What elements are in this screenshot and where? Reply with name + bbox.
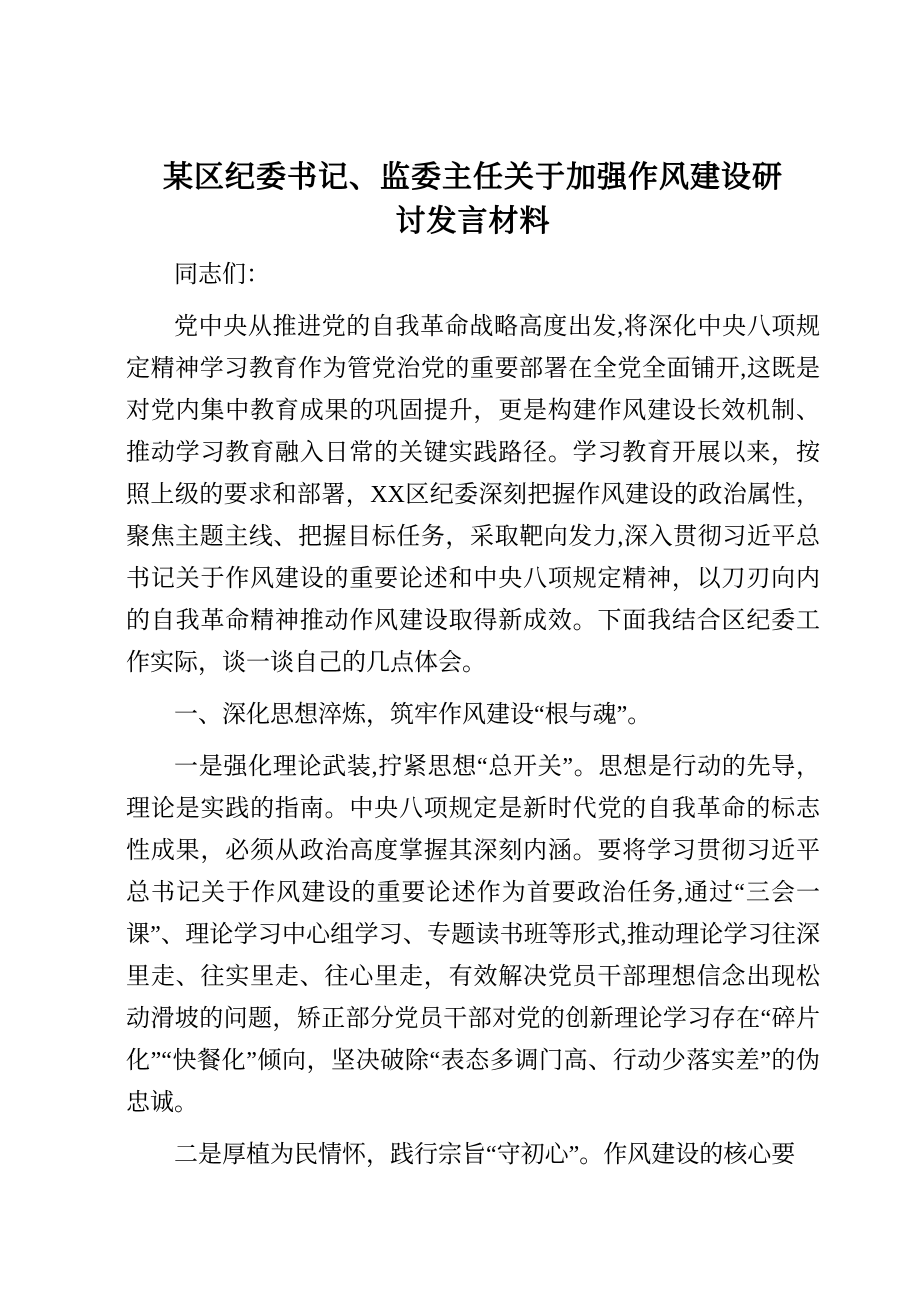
section-heading-1: 一、深化思想淬炼，筑牢作风建设“根与魂”。 xyxy=(174,702,652,728)
paragraph-point-1: 一是强化理论武装,拧紧思想“总开关”。思想是行动的先导，理论是实践的指南。中央八项规定是新时代党的自我革命的标志性成果，必须从政治高度掌握其深刻内涵。要将学习贯彻习近平总书记关于作风建设的重要论述作为首要政治任务,通过“三会一课”、理论学习中心组学习、专题读书班等形式,推动理论学习往深里走、往实里走、往心里走，有效解决党员干部理想信念出现松动滑坡的问题，矫正部分党员干部对党的创新理论学习存在“碎片化”“快餐化”倾向，坚决破除“表态多调门高、行动少落实差”的伪忠诚。 xyxy=(126,754,820,1116)
document-title xyxy=(126,156,820,244)
document-title-line-2: 讨发言材料 xyxy=(395,205,551,238)
document-title-line-1: 某区纪委书记、监委主任关于加强作风建设研 xyxy=(163,161,783,194)
paragraph-introduction: 党中央从推进党的自我革命战略高度出发,将深化中央八项规定精神学习教育作为管党治党的重要部署在全党全面铺开,这既是对党内集中教育成果的巩固提升，更是构建作风建设长效机制、推动学习教育融入日常的关键实践路径。学习教育开展以来，按照上级的要求和部署，XX区纪委深刻把握作风建设的政治属性，聚焦主题主线、把握目标任务，采取靶向发力,深入贯彻习近平总书记关于作风建设的重要论述和中央八项规定精神，以刀刃向内的自我革命精神推动作风建设取得新成效。下面我结合区纪委工作实际，谈一谈自己的几点体会。 xyxy=(126,314,820,676)
paragraph-point-2: 二是厚植为民情怀，践行宗旨“守初心”。作风建设的核心要 xyxy=(174,1142,796,1168)
salutation: 同志们： xyxy=(174,262,270,288)
